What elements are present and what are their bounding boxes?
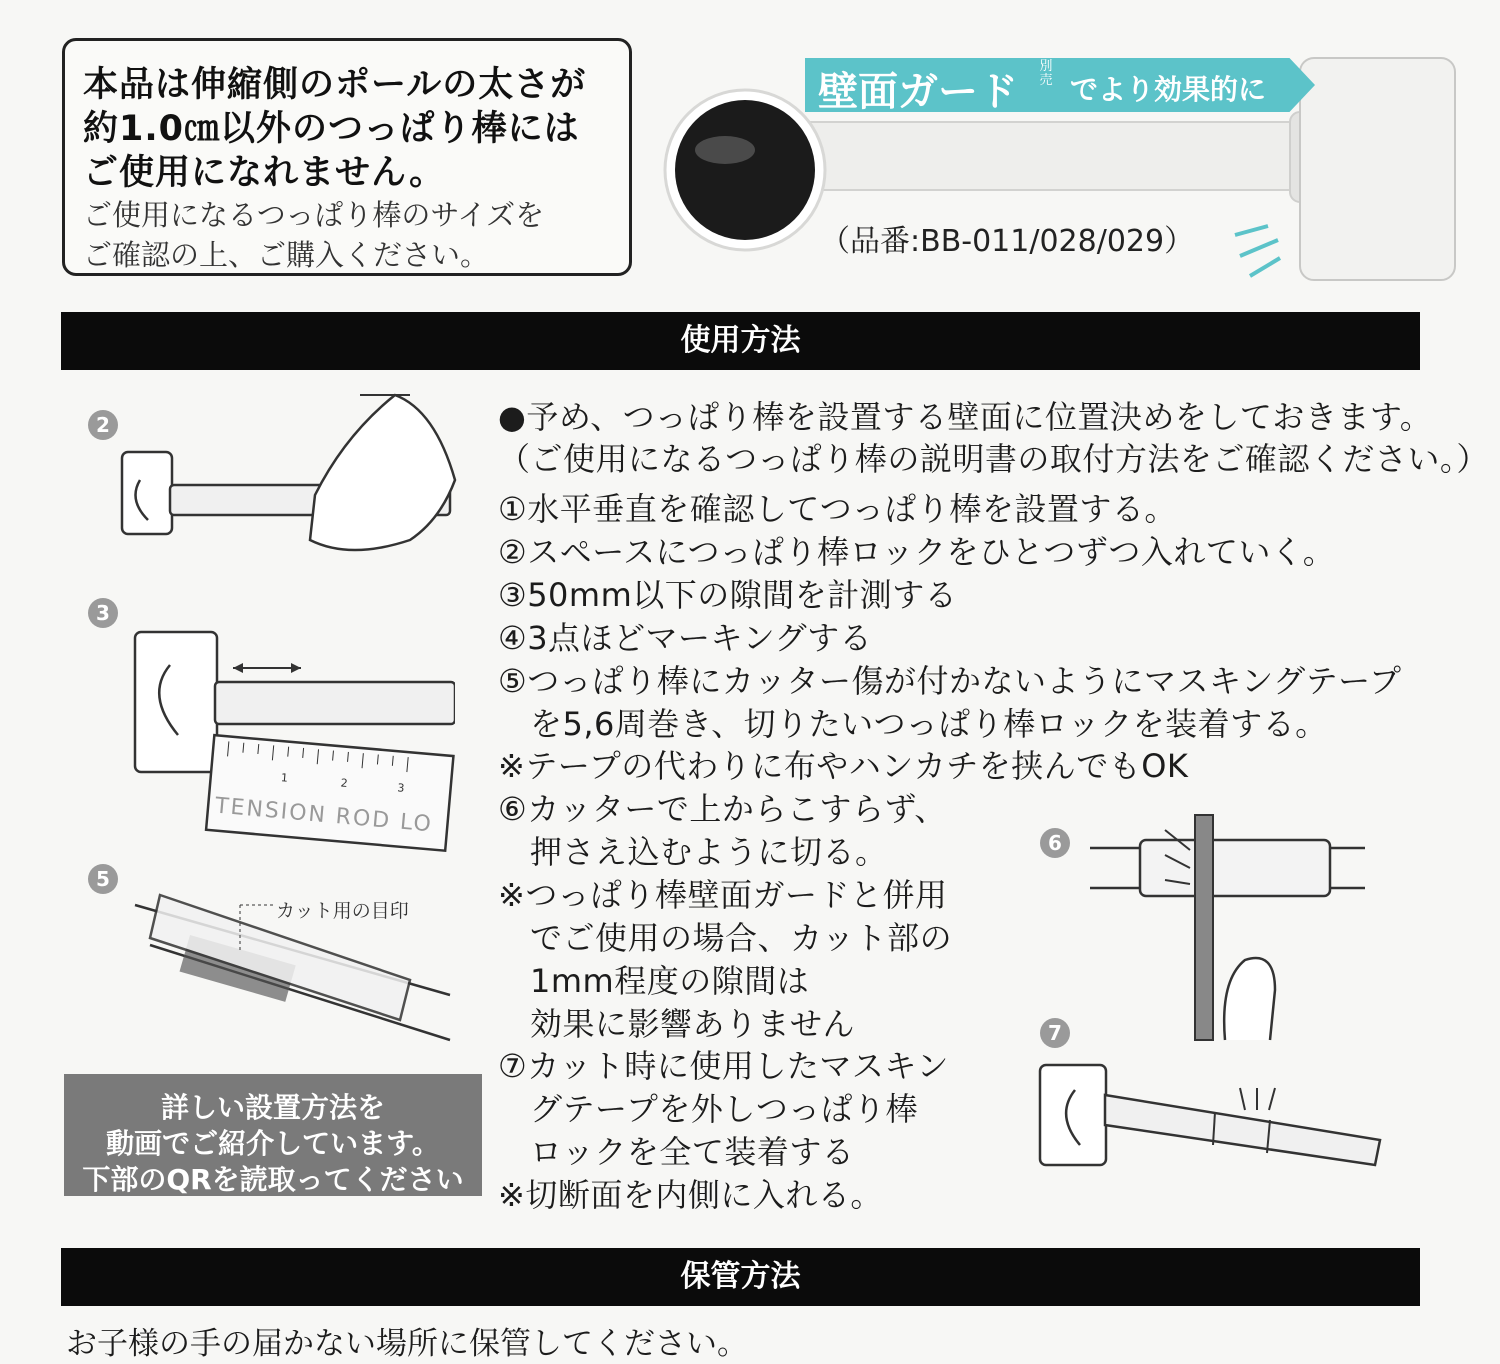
cut-mark-label: カット用の目印 xyxy=(276,900,409,922)
instruction-line: 1mm程度の隙間は xyxy=(530,962,810,1000)
notice-line: 本品は伸縮側のポールの太さが xyxy=(83,65,587,105)
step-badge: 3 xyxy=(88,598,118,628)
notice-subline: ご使用になるつっぱり棒のサイズを xyxy=(83,198,545,232)
notice-line: ご使用になれません。 xyxy=(83,153,446,193)
video-callout xyxy=(64,1074,482,1196)
instruction-line: ※切断面を内側に入れる。 xyxy=(498,1176,883,1214)
ruler-number: 2 xyxy=(340,776,349,790)
video-callout-line: 下部のQRを読取ってください xyxy=(82,1163,464,1196)
step6-illustration xyxy=(1085,810,1375,1045)
part-number: （品番:BB-011/028/029） xyxy=(820,224,1195,259)
section-header-storage: 保管方法 xyxy=(61,1248,1420,1306)
instruction-line: でご使用の場合、カット部の xyxy=(530,919,953,957)
step-badge: 5 xyxy=(88,864,118,894)
step-badge: 2 xyxy=(88,410,118,440)
notice-subline: ご確認の上、ご購入ください。 xyxy=(83,238,490,272)
instruction-line: ④3点ほどマーキングする xyxy=(498,619,873,657)
promo-note: 別売 xyxy=(1039,59,1053,88)
step-badge: 6 xyxy=(1040,828,1070,858)
instruction-line: ②スペースにつっぱり棒ロックをひとつずつ入れていく。 xyxy=(498,533,1336,571)
instruction-line: グテープを外しつっぱり棒 xyxy=(530,1090,919,1128)
storage-text: お子様の手の届かない場所に保管してください。 xyxy=(66,1326,748,1362)
step2-illustration xyxy=(110,390,460,580)
video-callout-line: 詳しい設置方法を xyxy=(160,1091,385,1124)
ruler-number: 1 xyxy=(280,771,289,785)
notice-line: 約1.0㎝以外のつっぱり棒には xyxy=(83,109,580,149)
video-callout-line: 動画でご紹介しています。 xyxy=(106,1127,440,1160)
instruction-line: ●予め、つっぱり棒を設置する壁面に位置決めをしておきます。 xyxy=(498,398,1433,436)
section-header-usage: 使用方法 xyxy=(61,312,1420,370)
instruction-line: ⑤つっぱり棒にカッター傷が付かないようにマスキングテープ xyxy=(498,662,1402,700)
step-badge: 7 xyxy=(1040,1018,1070,1048)
instruction-line: を5,6周巻き、切りたいつっぱり棒ロックを装着する。 xyxy=(530,705,1328,743)
ruler-text: TENSION ROD LO xyxy=(214,793,434,838)
promo-title: 壁面ガード xyxy=(818,69,1018,115)
instruction-line: ※つっぱり棒壁面ガードと併用 xyxy=(498,876,948,914)
ruler-number: 3 xyxy=(396,781,406,795)
promo-tagline: でより効果的に xyxy=(1070,73,1267,106)
instruction-line: （ご使用になるつっぱり棒の説明書の取付方法をご確認ください。） xyxy=(498,440,1489,478)
instruction-line: 押さえ込むように切る。 xyxy=(530,833,888,871)
instruction-line: ③50mm以下の隙間を計測する xyxy=(498,576,958,614)
notice-box xyxy=(62,38,632,276)
instruction-line: ①水平垂直を確認してつっぱり棒を設置する。 xyxy=(498,490,1177,528)
instruction-line: ※テープの代わりに布やハンカチを挟んでもOK xyxy=(498,747,1189,785)
instruction-line: ⑥カッターで上からこすらず、 xyxy=(498,790,947,828)
instruction-line: ロックを全て装着する xyxy=(530,1133,855,1171)
step3-illustration xyxy=(125,620,455,860)
step7-illustration xyxy=(1035,1060,1385,1170)
instruction-line: 効果に影響ありません xyxy=(530,1005,856,1043)
instruction-line: ⑦カット時に使用したマスキン xyxy=(498,1047,950,1085)
